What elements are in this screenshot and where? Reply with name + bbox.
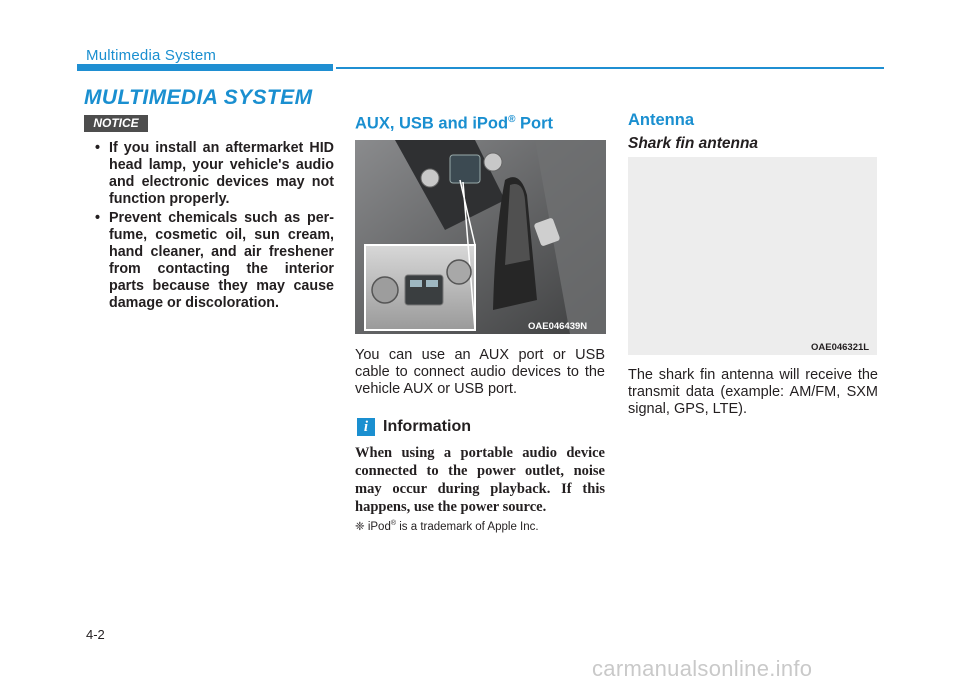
aux-usb-port-photo: [355, 140, 606, 334]
section-title: MULTIMEDIA SYSTEM: [84, 86, 313, 109]
aux-title-end: Port: [515, 114, 554, 133]
aux-usb-heading: [355, 114, 553, 134]
antenna-photo: [628, 157, 877, 355]
aux-title-main: AUX, USB and iPod: [355, 114, 509, 133]
footnote-prefix: ❈ iPod: [355, 521, 391, 533]
antenna-body-text: The shark fin antenna will receive the transmit data (example: AM/FM, SXM signal, GPS, LTE).: [628, 367, 878, 417]
header-rule-thin: [336, 67, 884, 69]
page-number: 4-2: [86, 627, 105, 642]
header-rule-thick: [77, 64, 333, 71]
registered-mark: ®: [508, 114, 516, 125]
console-illustration: [355, 140, 606, 334]
notice-item: • If you install an aftermarket HID head lamp, your vehicle's audio and electronic devices may not function properly.: [88, 140, 334, 208]
running-header: Multimedia System: [86, 47, 217, 64]
notice-list: [88, 140, 334, 314]
footnote-suffix: is a trademark of Apple Inc.: [396, 521, 539, 533]
antenna-heading: Antenna: [628, 111, 694, 129]
aux-body-text: You can use an AUX port or USB cable to connect audio devices to the vehicle AUX or USB port.: [355, 347, 605, 397]
info-body: When using a portable audio device connected to the power outlet, noise may occur during playback. If this happens, use the power source.: [355, 445, 605, 515]
shark-fin-subheading: Shark fin antenna: [628, 135, 759, 152]
footnote-reg: ®: [390, 520, 397, 528]
info-title: Information: [383, 418, 471, 435]
watermark: carmanualsonline.info: [592, 656, 813, 681]
notice-badge: NOTICE: [84, 115, 148, 132]
info-icon: i: [357, 418, 375, 436]
ipod-trademark-note: [355, 519, 539, 533]
photo-code-aux: OAE046439N: [528, 321, 588, 332]
photo-code-antenna: OAE046321L: [811, 342, 870, 353]
notice-item: • Prevent chemicals such as per-fume, cosmetic oil, sun cream, hand cleaner, and air freshener from contacting the interior parts because they may cause damage or discoloration.: [88, 210, 334, 312]
